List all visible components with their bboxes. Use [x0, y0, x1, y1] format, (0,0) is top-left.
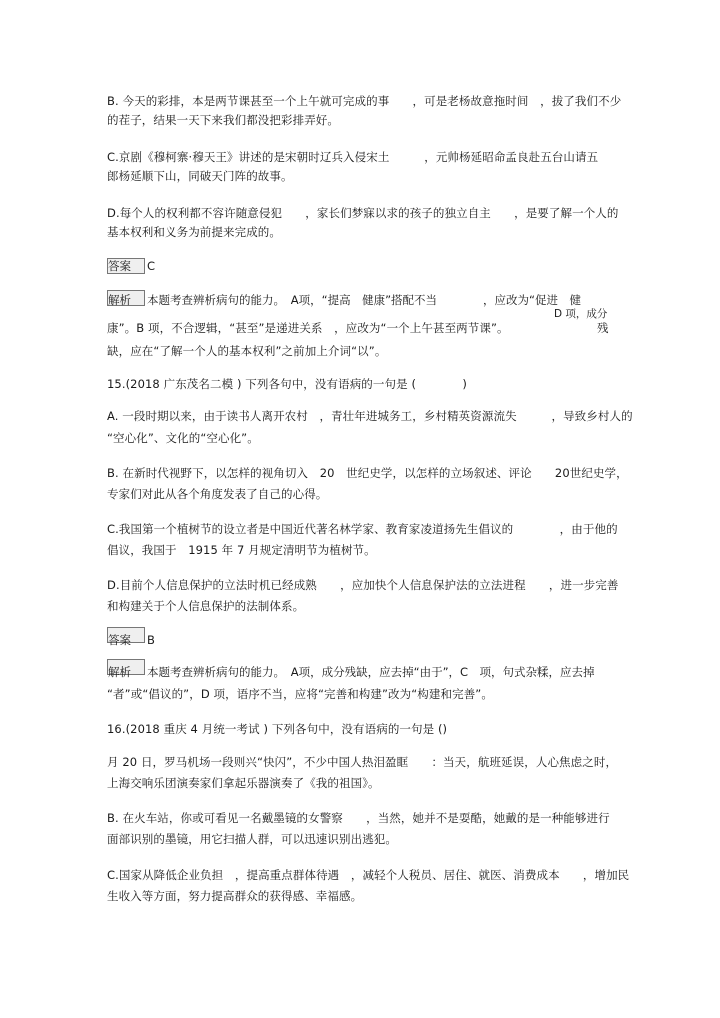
q16-option-a-line1: 月 20 日，罗马机场一段则兴“快闪”，不少中国人热泪盈眶 ：当天，航班延误，人心焦虑之时，	[107, 755, 618, 769]
q14-analysis-aside2: 残	[597, 321, 609, 335]
q14-option-b-line2: 的茬子，结果一天下来我们都没把彩排弄好。	[107, 113, 339, 127]
q15-stem: 15.(2018 广东茂名二模 ) 下列各句中，没有语病的一句是 ( )	[107, 377, 468, 391]
q14-option-d-line1: D.每个人的权利都不容许随意侵犯 ，家长们梦寐以求的孩子的独立自主 ，是要了解一个人的	[107, 206, 619, 220]
q16-option-b-line1: B. 在火车站，你或可看见一名戴墨镜的女警察 ，当然，她并不是耍酷，她戴的是一种能够进行	[107, 811, 610, 825]
q14-answer-value: C	[147, 259, 156, 273]
q16-option-b-line2: 面部识别的墨镜，用它扫描人群，可以迅速识别出逃犯。	[107, 832, 397, 846]
q14-analysis-line1: 本题考查辨析病句的能力。 A项，“提高 健康”搭配不当 ，应改为“促进 健	[147, 293, 581, 307]
q16-option-a-line2: 上海交响乐团演奏家们拿起乐器演奏了《我的祖国》。	[107, 776, 380, 790]
q16-option-c-line1: C.国家从降低企业负担 ，提高重点群体待遇 ，减轻个人税员、居住、就医、消费成本 ，增加民	[107, 868, 630, 882]
q14-option-c-line1: C.京剧《穆柯寨·穆天王》讲述的是宋朝时辽兵入侵宋土 ，元帅杨延昭命孟良赴五台山请五	[107, 150, 599, 164]
q15-option-d-line1: D.目前个人信息保护的立法时机已经成熟 ，应加快个人信息保护法的立法进程 ，进一步完善	[107, 578, 619, 592]
q15-option-b-line1: B. 在新时代视野下，以怎样的视角切入 20 世纪史学，以怎样的立场叙述、评论 20世纪史学，	[107, 466, 628, 480]
q14-analysis-aside: D 项，成分	[554, 308, 608, 320]
q15-answer-label: 答案	[108, 633, 131, 647]
q15-option-c-line1: C.我国第一个植树节的设立者是中国近代著名林学家、教育家凌道扬先生倡议的 ，由于他的	[107, 522, 618, 536]
q14-option-c-line2: 郎杨延顺下山，同破天门阵的故事。	[107, 169, 293, 183]
q15-analysis-line1: 本题考查辨析病句的能力。 A项，成分残缺，应去掉“由于”，C 项，句式杂糅，应去掉	[147, 665, 595, 679]
q15-analysis-line2: “者”或“倡议的”，D 项，语序不当，应将“完善和构建”改为“构建和完善”。	[107, 687, 493, 701]
q15-answer-value: B	[147, 633, 155, 647]
q14-option-d-line2: 基本权利和义务为前提来完成的。	[107, 225, 281, 239]
q15-option-a-line2: “空心化”、文化的“空心化”。	[107, 431, 259, 445]
q15-option-a-line1: A. 一段时期以来，由于读书人离开农村 ，青壮年进城务工，乡村精英资源流失 ，导致乡村人的	[107, 409, 633, 423]
q14-answer-label: 答案	[108, 259, 131, 273]
q14-analysis-label: 解析	[108, 293, 131, 307]
q14-option-b-line1: B. 今天的彩排，本是两节课甚至一个上午就可完成的事 ，可是老杨故意拖时间 ，拔了我们不少	[107, 94, 622, 108]
q16-option-c-line2: 生收入等方面，努力提高群众的获得感、幸福感。	[107, 889, 363, 903]
q15-analysis-label: 解析	[108, 665, 131, 679]
q15-option-c-line2: 倡议，我国于 1915 年 7 月规定清明节为植树节。	[107, 543, 376, 557]
q15-option-b-line2: 专家们对此从各个角度发表了自己的心得。	[107, 487, 328, 501]
q16-stem: 16.(2018 重庆 4 月统一考试 ) 下列各句中，没有语病的一句是 ()	[107, 722, 448, 736]
q15-option-d-line2: 和构建关于个人信息保护的法制体系。	[107, 599, 305, 613]
q14-analysis-line3: 缺，应在“了解一个人的基本权利”之前加上介词“以”。	[107, 344, 387, 358]
q14-analysis-line2: 康”。B 项，不合逻辑，“甚至”是递进关系 ，应改为“一个上午甚至两节课”。	[107, 321, 509, 335]
